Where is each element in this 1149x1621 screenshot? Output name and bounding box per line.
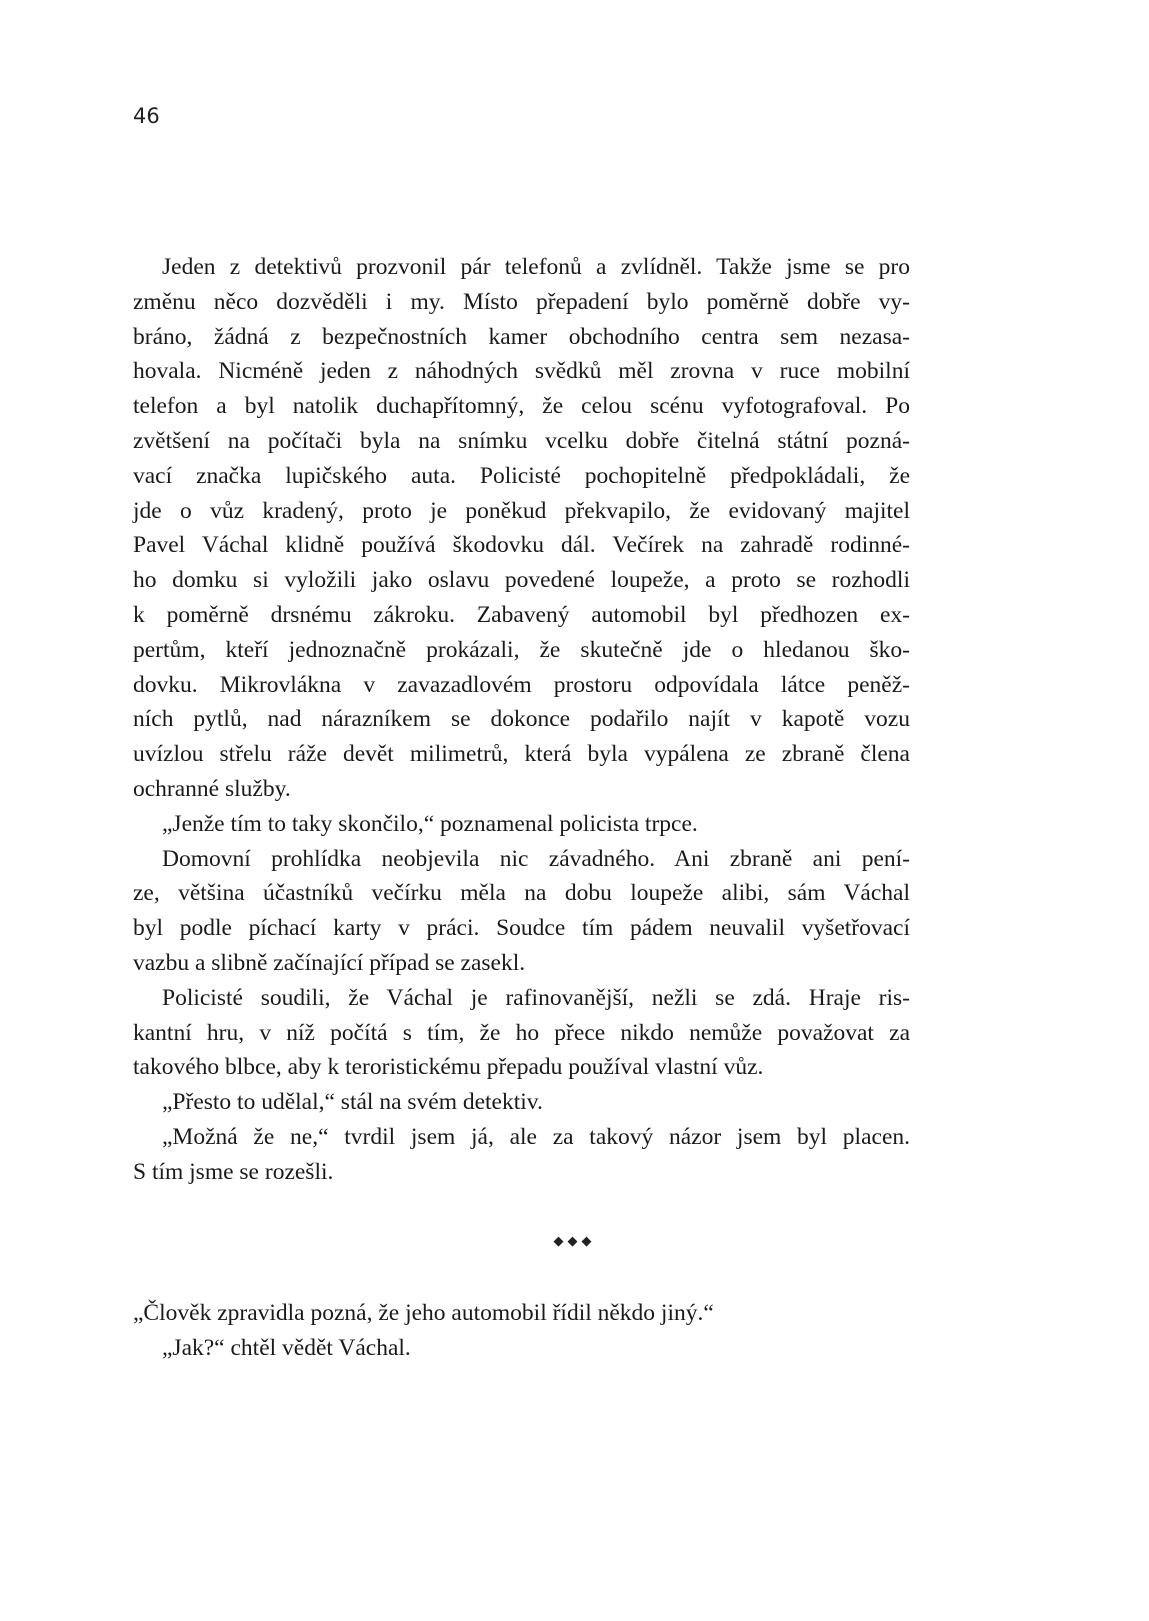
text-line: „Možná že ne,“ tvrdil jsem já, ale za takový názor jsem byl placen.	[162, 1123, 910, 1150]
text-line: telefon a byl natolik duchapřítomný, že celou scénu vyfotografoval. Po	[133, 393, 910, 420]
text-line: ho domku si vyložili jako oslavu povedené loupeže, a proto se rozhodli	[133, 567, 910, 594]
text-line: změnu něco dozvěděli i my. Místo přepadení bylo poměrně dobře vy-	[133, 288, 910, 315]
text-line: „Přesto to udělal,“ stál na svém detektiv.	[162, 1089, 543, 1116]
text-line: vazbu a slibně začínající případ se zasekl.	[133, 949, 526, 976]
text-line: dovku. Mikrovlákna v zavazadlovém prostoru odpovídala látce peněž-	[133, 671, 910, 698]
text-line: Policisté soudili, že Váchal je rafinovanější, nežli se zdá. Hraje ris-	[162, 984, 910, 1011]
text-line: „Jenže tím to taky skončilo,“ poznamenal policista trpce.	[162, 810, 698, 837]
text-line: jde o vůz kradený, proto je poněkud překvapilo, že evidovaný majitel	[133, 497, 910, 524]
text-line: hovala. Nicméně jeden z náhodných svědků měl zrovna v ruce mobilní	[133, 358, 910, 385]
text-line: k poměrně drsnému zákroku. Zabavený automobil byl předhozen ex-	[133, 601, 910, 628]
text-line: Jeden z detektivů prozvonil pár telefonů a zvlídněl. Takže jsme se pro	[162, 254, 910, 280]
body-text-section-1	[133, 250, 910, 1190]
text-line: Domovní prohlídka neobjevila nic závadného. Ani zbraně ani pení-	[162, 845, 910, 872]
text-line: takového blbce, aby k teroristickému přepadu používal vlastní vůz.	[133, 1054, 764, 1081]
text-line: S tím jsme se rozešli.	[133, 1158, 334, 1185]
text-line: bráno, žádná z bezpečnostních kamer obchodního centra sem nezasa-	[133, 323, 910, 350]
text-line: „Jak?“ chtěl vědět Váchal.	[162, 1334, 411, 1361]
page-number: 46	[133, 104, 160, 128]
section-separator: ◆◆◆	[553, 1234, 596, 1249]
text-line: pertům, kteří jednoznačně prokázali, že skutečně jde o hledanou ško-	[133, 636, 910, 663]
text-line: zvětšení na počítači byla na snímku vcelku dobře čitelná státní pozná-	[133, 427, 910, 454]
text-line: vací značka lupičského auta. Policisté pochopitelně předpokládali, že	[133, 462, 910, 489]
text-line: byl podle píchací karty v práci. Soudce tím pádem neuvalil vyšetřovací	[133, 915, 910, 942]
text-line: kantní hru, v níž počítá s tím, že ho přece nikdo nemůže považovat za	[133, 1019, 910, 1046]
text-line: uvízlou střelu ráže devět milimetrů, která byla vypálena ze zbraně člena	[133, 741, 910, 768]
text-line: Pavel Váchal klidně používá škodovku dál. Večírek na zahradě rodinné-	[133, 532, 910, 559]
text-line: ochranné služby.	[133, 775, 291, 802]
body-text-section-2	[133, 1296, 910, 1366]
text-line: ze, většina účastníků večírku měla na dobu loupeže alibi, sám Váchal	[133, 880, 910, 907]
text-line: „Člověk zpravidla pozná, že jeho automobil řídil někdo jiný.“	[133, 1300, 714, 1326]
text-line: ních pytlů, nad nárazníkem se dokonce podařilo najít v kapotě vozu	[133, 706, 910, 733]
